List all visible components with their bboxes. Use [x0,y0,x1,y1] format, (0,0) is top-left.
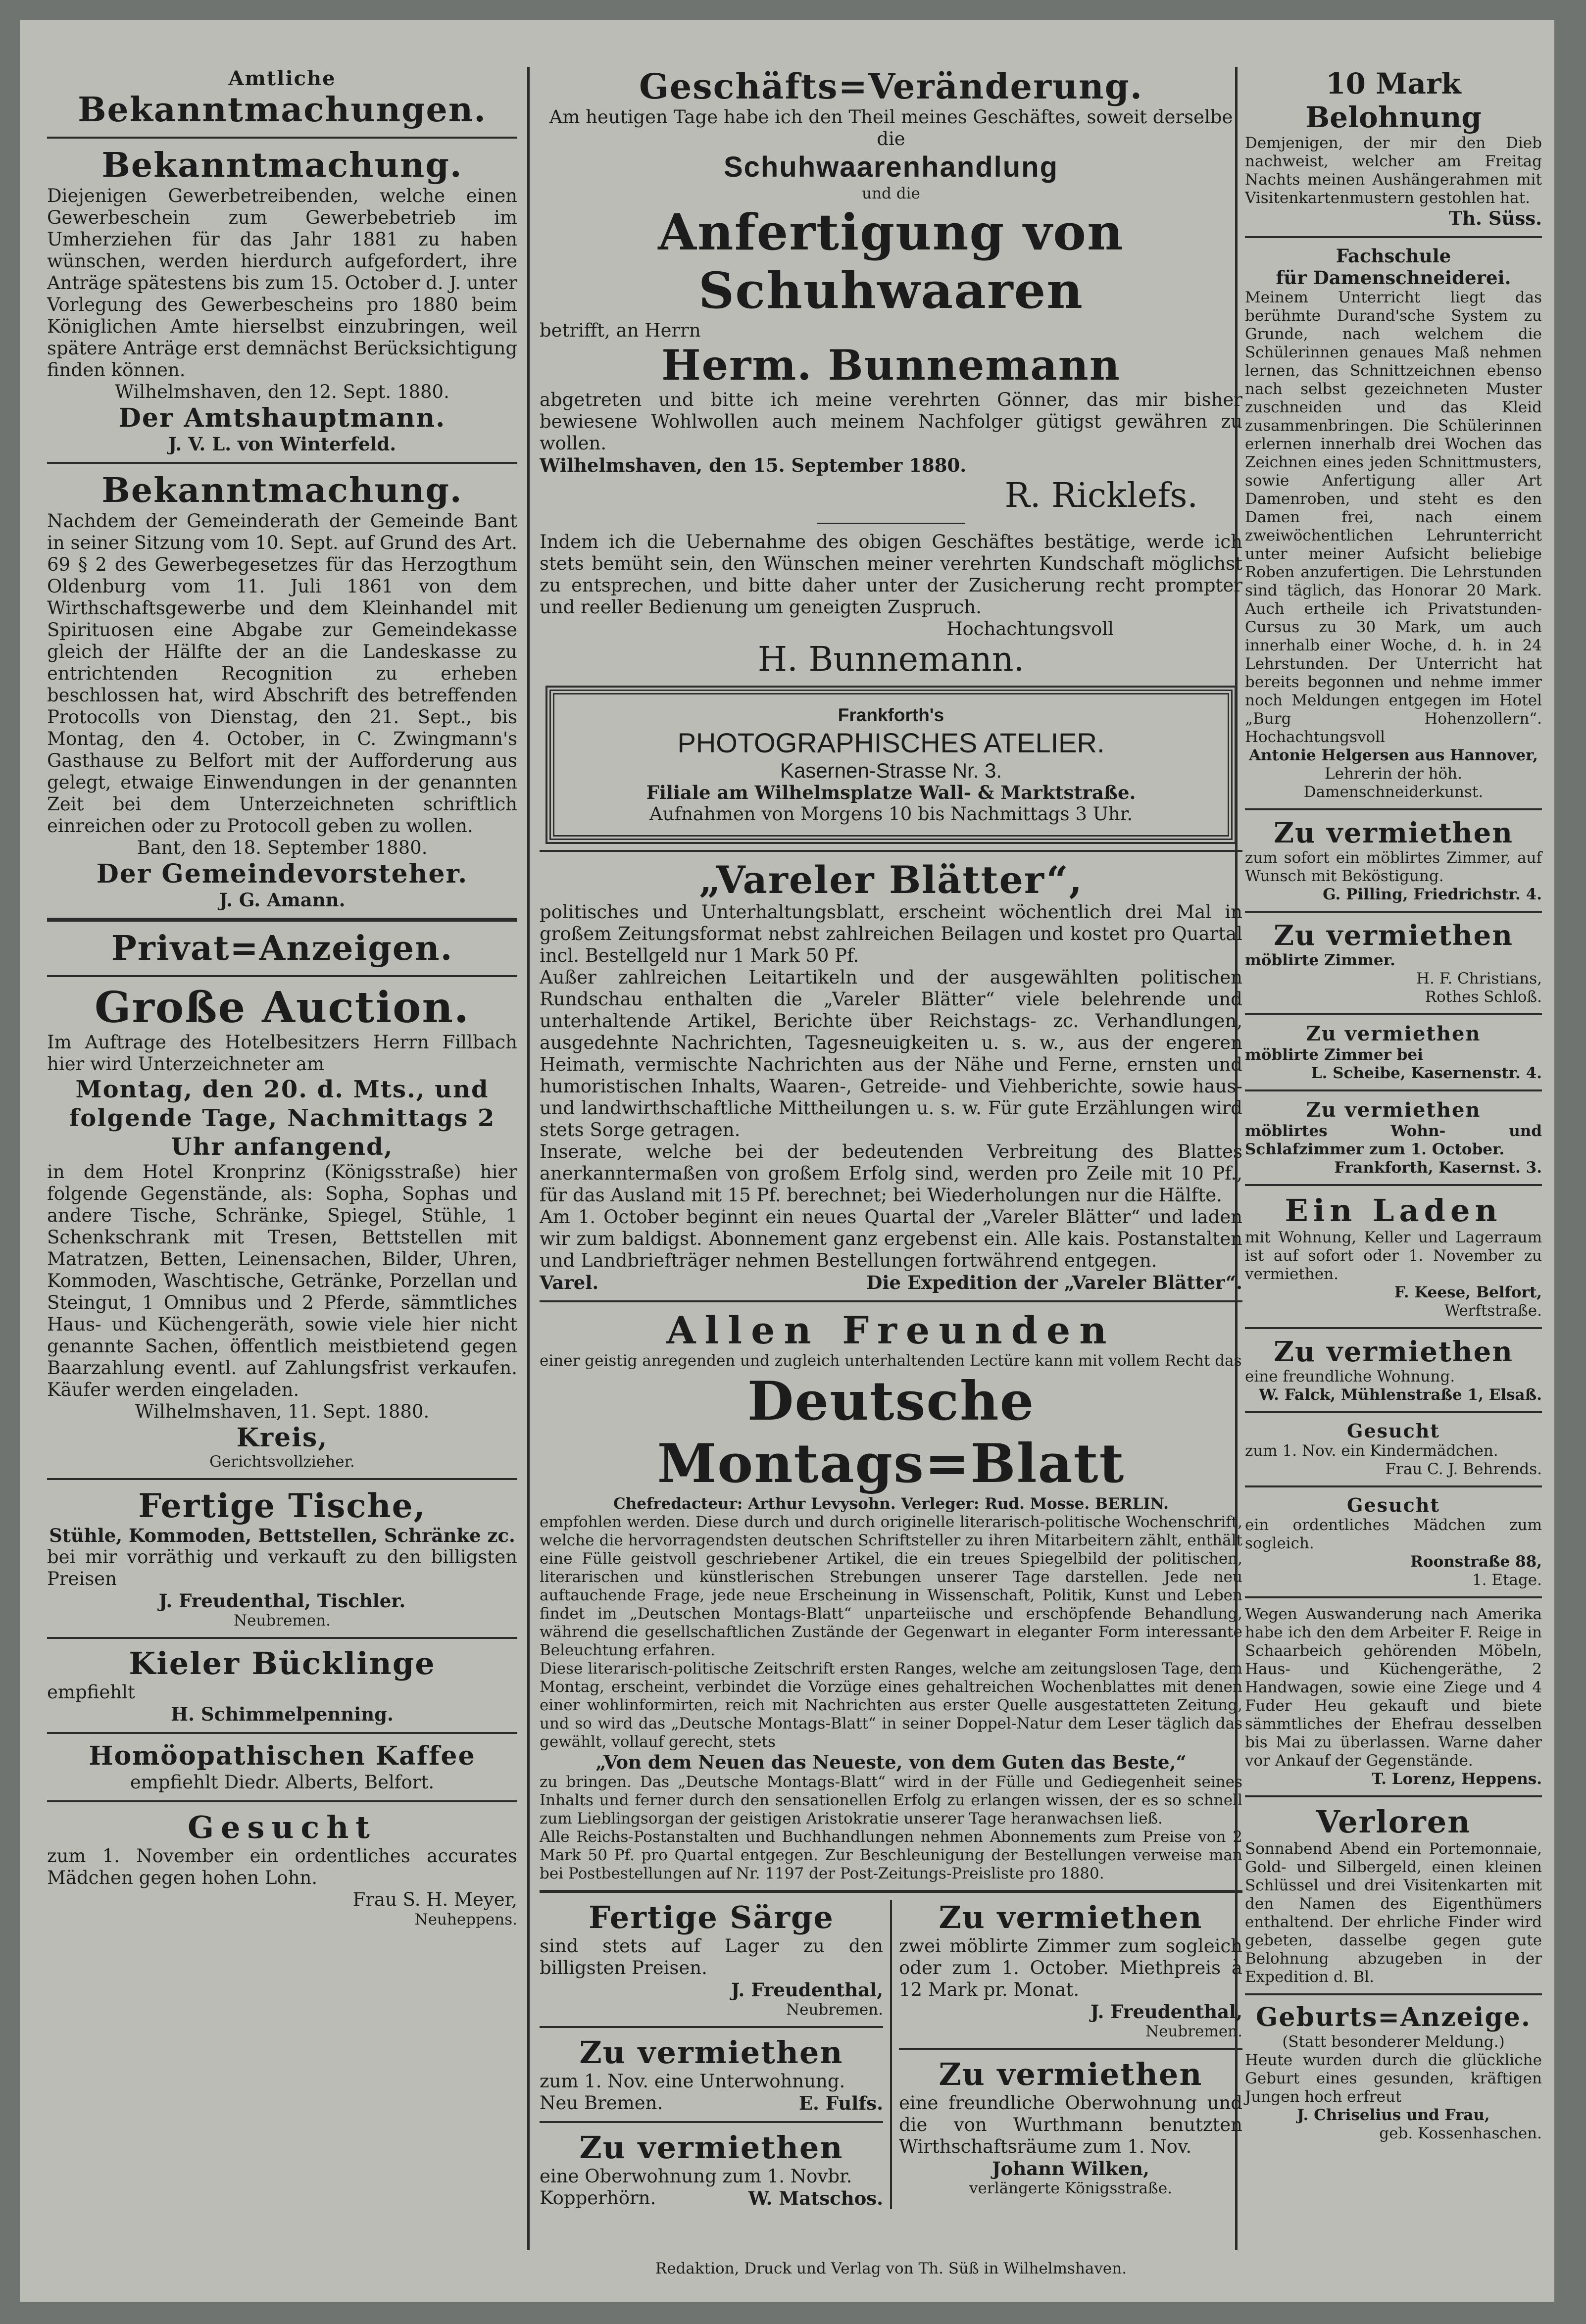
gv-greeting: Hochachtungsvoll [946,618,1114,640]
saerge-body: sind stets auf Lager zu den billigsten Preisen. [540,1935,883,1978]
gv-line1: Schuhwaarenhandlung [723,151,1059,183]
photo-l4: Filiale am Wilhelmsplatze Wall- & Marktstraße. [646,782,1136,803]
geburt-ad [1245,2002,1542,2143]
mid-zv3-body: eine freundliche Oberwohnung und die von Wurthmann benutzten Wirthschaftsräume zum 1. Nov. [899,2092,1242,2157]
gv-signature: R. Ricklefs. [1004,476,1198,515]
right-zv2-place: Rothes Schloß. [1425,988,1542,1006]
auction-ad [47,984,517,1471]
bek2-body: Nachdem der Gemeinderath der Gemeinde Bant in seiner Sitzung vom 10. Sept. auf Grund des Art. 69 § 2 des Gewerbegesetzes für das Herzogthum Oldenburg vom 11. Juli 1861 von dem Wirthschaftsgewerbe und dem Kleinhandel mit Spirituosen eine Abgabe zur Gemeindekasse gleich der Hälfte der an die Landeskasse zu entrichtenden Recognition zu erheben beschlossen hat, wird Abschrift des betreffenden Protocolls von Dienstag, den 21. Sept., bis Montag, den 4. October, in C. Zwingmann's Gasthause zu Belfort mit der Aufforderung aus gelegt, etwaige Einwendungen in der genannten Zeit bei dem Unterzeichneten schriftlich einreichen oder zu Protocoll geben zu wollen. [47,510,517,837]
bottom-ads-row-1 [540,1900,1242,2209]
tische-place: Neubremen. [233,1612,331,1630]
geburt-body: Heute wurden durch die glückliche Geburt eines gesunden, kräftigen Jungen hoch erfreut [1245,2051,1542,2106]
bek2-signature: J. G. Amann. [219,889,346,911]
mid-zv3-ad [899,2057,1242,2198]
bek1-title: Bekanntmachung. [101,146,463,185]
gesucht-signature: Frau S. H. Meyer, [352,1889,517,1910]
photo-atelier-ad [549,690,1233,840]
gesucht-title: Gesucht [188,1809,377,1845]
saerge-place: Neubremen. [786,2001,883,2019]
verloren-body: Sonnabend Abend ein Portemonnaie, Gold- und Silbergeld, einen kleinen Schlüssel und drei Visitenkarten mit den Namen des Eigenthümers enthaltend. Der ehrliche Finder wird gebeten, dasselbe gegen gute Belohnung abzugeben in der Expedition d. Bl. [1245,1840,1542,1986]
verloren-title: Verloren [1316,1804,1471,1840]
montag-p4: Alle Reichs-Postanstalten und Buchhandlungen nehmen Abonnements zum Preise von 2 Mark 50 Pf. pro Quartal entgegen. Zur Beschleunigung der Bestellungen verweise man bei Postbestellungen auf Nr. 1197 der Post-Zeitungs-Preisliste pro 1880. [540,1828,1242,1882]
right-ges1-title: Gesucht [1347,1420,1440,1442]
gesucht-ad [47,1809,517,1929]
gv-body2: Indem ich die Uebernahme des obigen Geschäftes bestätige, werde ich stets bemüht sein, den Wünschen meiner verehrten Kundschaft möglichst zu entsprechen, und bitte daher unter der Zusicherung recht prompter und reeller Bedienung um geneigten Zuspruch. [540,531,1242,618]
mid-zv2-ad [540,2035,883,2114]
right-ges1-body: zum 1. Nov. ein Kindermädchen. [1245,1442,1498,1460]
right-ges2-place: 1. Etage. [1472,1571,1542,1589]
right-zv4-body: möblirtes Wohn- und Schlafzimmer zum 1. October. [1245,1122,1542,1158]
right-zv2-ad [1245,920,1542,1006]
mid-zv4-place: Kopperhörn. [540,2187,656,2209]
right-zv1-body: zum sofort ein möblirtes Zimmer, auf Wunsch mit Beköstigung. [1245,849,1542,885]
montag-sub: einer geistig anregenden und zugleich unterhaltenden Lectüre kann mit vollem Recht das [540,1352,1242,1370]
amtliche-label: Amtliche [228,67,336,90]
column-rule-left [527,67,530,2250]
mid-zv3-place: verlängerte Königsstraße. [969,2179,1172,2197]
right-zv3-title: Zu vermiethen [1306,1022,1481,1045]
bek1-body: Diejenigen Gewerbetreibenden, welche einen Gewerbeschein zum Gewerbebetrieb im Umherziehen für das Jahr 1881 zu haben wünschen, werden hierdurch aufgefordert, ihre Anträge spätestens bis zum 15. October d. J. unter Vorlegung des Gewerbescheins pro 1880 beim Königlichen Amte hierselbst einzubringen, weil spätere Anträge erst demnächst Berücksichtigung finden können. [47,185,517,381]
laden-place: Werftstraße. [1444,1302,1542,1320]
mid-zv3-title: Zu vermiethen [939,2056,1203,2092]
right-zv2-body: möblirte Zimmer. [1245,951,1395,969]
fachschule-ad [1245,245,1542,801]
bek1-place: Wilhelmshaven, den 12. Sept. 1880. [115,381,449,402]
auction-place: Wilhelmshaven, 11. Sept. 1880. [135,1401,430,1422]
fachschule-title2: für Damenschneiderei. [1276,267,1511,289]
laden-ad [1245,1193,1542,1320]
bek1-signature: J. V. L. von Winterfeld. [168,433,396,455]
photo-l2: PHOTOGRAPHISCHES ATELIER. [677,727,1105,758]
montag-p3: zu bringen. Das „Deutsche Montags-Blatt“ wird in der Fülle und Gediegenheit seines Inhalts und ferner durch den sensationellen Erfolg zu erlangen wissen, der es so schnell zum Lieblingsorgan der geistigen Aristokratie unserer Tage heranwachsen ließ. [540,1773,1242,1828]
geschaefts-veraenderung-ad [540,67,1242,680]
right-zv5-title: Zu vermiethen [1274,1335,1513,1368]
bek2-title: Bekanntmachung. [101,471,463,510]
montag-name: Deutsche Montags=Blatt [657,1370,1125,1495]
tische-items: Stühle, Kommoden, Bettstellen, Schränke zc. [49,1525,515,1546]
vareler-title: „Vareler Blätter“, [699,858,1083,902]
auswanderung-signature: T. Lorenz, Heppens. [1372,1770,1542,1788]
mid-zv2-place: Neu Bremen. [540,2092,663,2114]
kaffee-ad [47,1741,517,1793]
mid-zv3-signature: Johann Wilken, [992,2158,1149,2179]
vareler-p4: Am 1. October beginnt ein neues Quartal der „Vareler Blätter“ und laden wir zum baldigst. Abonnement ganz ergebenst ein. Alle kais. Postanstalten und Landbriefträger nehmen Bestellungen fortwährend entgegen. [540,1206,1242,1271]
saerge-signature: J. Freudenthal, [731,1979,883,2001]
montag-p2: Diese literarisch-politische Zeitschrift ersten Ranges, welche am zeitungslosen Tage, dem Montag, erscheint, verbindet die Vorzüge eines gehaltreichen Wochenblattes mit denen einer wohlinformirten, reich mit Nachrichten aus erster Quelle ausgestatteten Zeitung, und so wird das „Deutsche Montags-Blatt“ in seiner Doppel-Natur dem Leser täglich das gewählt, vollauf gerecht, stets [540,1660,1242,1751]
gesucht-body: zum 1. November ein ordentliches accurates Mädchen gegen hohen Lohn. [47,1845,517,1888]
auction-date: Montag, den 20. d. Mts., und folgende Tage, Nachmittags 2 Uhr anfangend, [69,1076,496,1161]
montags-blatt-ad [540,1309,1242,1883]
saerge-ad [540,1900,883,2209]
tische-body: bei mir vorräthig und verkauft zu den billigsten Preisen [47,1546,517,1589]
right-zv2-title: Zu vermiethen [1274,919,1513,952]
right-zv4-ad [1245,1098,1542,1177]
privat-heading: Privat=Anzeigen. [111,929,453,968]
vareler-p2: Außer zahlreichen Leitartikeln und der ausgewählten politischen Rundschau enthalten die „Vareler Blätter“ viele belehrende und unterhaltende Artikel, Berichte über Reichstags- zc. Verhandlungen, ausgedehnte Nachrichten, Tagesneuigkeiten u. s. w., aus der engeren Heimath, vermischte Nachrichten aus der Nähe und Ferne, ernsten und humoristischen Inhalts, Waaren-, Getreide- und Viehberichte, sowie haus- und landwirthschaftliche Mittheilungen u. s. w. Für gute Erzählungen wird stets Sorge getragen. [540,967,1242,1140]
kieler-line: empfiehlt [47,1681,135,1703]
gv-title: Geschäfts=Veränderung. [639,66,1143,107]
laden-body: mit Wohnung, Keller und Lagerraum ist auf sofort oder 1. November zu vermiethen. [1245,1229,1542,1283]
belohnung-title: 10 Mark Belohnung [1305,67,1482,134]
belohnung-body: Demjenigen, der mir den Dieb nachweist, welcher am Freitag Nachts meinen Aushängerahmen mit Visitenkartenmustern gestohlen hat. [1245,134,1542,207]
fachschule-body: Meinem Unterricht liegt das berühmte Durand'sche System zu Grunde, nach welchem die Schülerinnen genaues Maß nehmen lernen, das Schnittzeichnen ebenso nach selbst gezeichneten Muster zuschneiden und das Kleid zusammenbringen. Die Schülerinnen erlernen innerhalb drei Wochen das Zeichnen eines jeden Schnittmusters, sowie Anfertigung aller Art Damenroben, und steht es den Damen frei, nach einem zweiwöchentlichen Lehrunterricht unter meiner Aufsicht beliebige Roben anzufertigen. Die Lehrstunden sind täglich, das Honorar 20 Mark. Auch ertheile ich Privatstunden-Cursus zu 30 Mark, um auch innerhalb einer Woche, d. h. in 24 Lehrstunden. Der Unterricht hat bereits begonnen und nehme immer noch Meldungen entgegen im Hotel „Burg Hohenzollern“. Hochachtungsvoll [1245,289,1542,746]
vareler-ad [540,859,1242,1293]
footer-text: Redaktion, Druck und Verlag von Th. Süß in Wilhelmshaven. [655,2260,1127,2277]
right-zv5-body: eine freundliche Wohnung. [1245,1368,1455,1385]
mid-zv1-ad [899,1900,1242,2041]
right-zv5-ad [1245,1336,1542,1404]
kieler-title: Kieler Bücklinge [129,1645,436,1681]
gv-line2: Anfertigung von Schuhwaaren [658,203,1124,320]
right-zv3-ad [1245,1022,1542,1083]
vareler-p1: politisches und Unterhaltungsblatt, erscheint wöchentlich drei Mal in großem Zeitungsformat nebst zahlreichen Beilagen und kostet pro Quartal incl. Bestellgeld nur 1 Mark 50 Pf. [540,901,1242,966]
mid-zv4-ad [540,2130,883,2209]
auswanderung-ad [1245,1605,1542,1788]
middle-column [540,67,1242,2209]
right-zv3-body: möblirte Zimmer bei [1245,1046,1423,1064]
mid-zv4-body: eine Oberwohnung zum 1. Novbr. [540,2166,852,2187]
mid-zv4-title: Zu vermiethen [579,2129,843,2166]
fachschule-role: Lehrerin der höh. Damenschneiderkunst. [1303,765,1484,801]
bekanntmachung-1 [47,146,517,455]
gv-signature2: H. Bunnemann. [757,640,1025,679]
right-zv1-ad [1245,817,1542,904]
right-ges2-title: Gesucht [1347,1494,1440,1516]
right-ges1-signature: Frau C. J. Behrends. [1385,1460,1542,1478]
belohnung-signature: Th. Süss. [1448,207,1542,229]
tische-ad [47,1487,517,1630]
gv-intro: Am heutigen Tage habe ich den Theil meines Geschäftes, soweit derselbe die [549,106,1233,149]
right-zv2-signature: H. F. Christians, [1416,970,1542,988]
right-zv4-signature: Frankforth, Kasernst. 3. [1334,1159,1542,1177]
right-column [1245,67,1542,2143]
footer-imprint [540,2260,1242,2278]
kaffee-title: Homöopathischen Kaffee [89,1741,476,1771]
right-zv1-signature: G. Pilling, Friedrichstr. 4. [1323,886,1542,903]
belohnung-ad [1245,67,1542,229]
auction-title: Große Auction. [95,983,470,1033]
gv-place: Wilhelmshaven, den 15. September 1880. [540,454,967,476]
verloren-ad [1245,1804,1542,1986]
right-zv3-signature: L. Scheibe, Kasernenstr. 4. [1311,1064,1542,1082]
right-ges2-body: ein ordentliches Mädchen zum sogleich. [1245,1516,1542,1552]
right-ges1-ad [1245,1420,1542,1479]
kieler-signature: H. Schimmelpenning. [171,1703,394,1725]
mid-zv4-signature: W. Matschos. [748,2187,883,2209]
gesucht-place: Neuheppens. [414,1911,517,1928]
vareler-p3: Inserate, welche bei der bedeutenden Verbreitung des Blattes anerkanntermaßen von großem Erfolg sind, werden pro Zeile mit 10 Pf., für das Ausland mit 15 Pf. berechnet; bei Wiederholungen nur die Hälfte. [540,1141,1242,1206]
montag-title: Allen Freunden [666,1308,1116,1352]
right-zv5-signature: W. Falck, Mühlenstraße 1, Elsaß. [1259,1386,1542,1404]
left-column [47,67,517,1929]
saerge-title: Fertige Särge [589,1899,834,1935]
auction-signature: Kreis, [236,1423,328,1453]
mid-zv2-title: Zu vermiethen [579,2034,843,2071]
amtliche-heading: Bekanntmachungen. [78,90,487,130]
bek2-office: Der Gemeindevorsteher. [96,859,468,889]
bek1-office: Der Amtshauptmann. [118,403,446,433]
auction-role: Gerichtsvollzieher. [209,1453,355,1471]
mid-zv2-body: zum 1. Nov. eine Unterwohnung. [540,2071,845,2092]
right-ges2-ad [1245,1494,1542,1589]
gv-betrifft: betrifft, an Herrn [540,320,701,341]
vareler-place: Varel. [540,1272,599,1293]
tische-signature: J. Freudenthal, Tischler. [158,1590,406,1612]
gv-und: und die [862,185,920,202]
fachschule-signature: Antonie Helgersen aus Hannover, [1248,746,1538,764]
vareler-signature: Die Expedition der „Vareler Blätter“. [866,1272,1242,1293]
auction-body: in dem Hotel Kronprinz (Königsstraße) hier folgende Gegenstände, als: Sopha, Sophas und andere Tische, Schränke, Spiegel, Stühle, 1 Schenkschrank mit Tresen, Bettstellen mit Matratzen, Betten, Leinensachen, Bilder, Uhren, Kommoden, Waschtische, Getränke, Porzellan und Steingut, 1 Omnibus und 2 Pferde, sämmtliches Haus- und Küchengeräth, sowie viele hier nicht genannte Sachen, öffentlich meistbietend gegen Baarzahlung eventl. auf Zahlungsfrist verkaufen. Käufer werden eingeladen. [47,1161,517,1400]
geburt-role: geb. Kossenhaschen. [1379,2125,1542,2142]
right-ges2-signature: Roonstraße 88, [1410,1553,1542,1571]
photo-l5: Aufnahmen von Morgens 10 bis Nachmittags 3 Uhr. [649,803,1133,825]
kieler-ad [47,1646,517,1725]
auction-intro: Im Auftrage des Hotelbesitzers Herrn Fillbach hier wird Unterzeichneter am [47,1032,517,1075]
gv-name: Herm. Bunnemann [661,341,1121,390]
mid-zv1-title: Zu vermiethen [939,1899,1203,1935]
tische-title: Fertige Tische, [138,1486,426,1525]
bekanntmachung-2 [47,471,517,911]
montag-p1: empfohlen werden. Diese durch und durch originelle literarisch-politische Wochenschrift, welche die hervorragendsten deutschen Schriftsteller zu ihren Mitarbeitern zählt, enthält eine Fülle geistvoll geschriebener Artikel, die ein treues Spiegelbild der politischen, literarischen und künstlerischen Strebungen unserer Tage darstellen. Jede neu auftauchende Frage, jede neue Erscheinung in Wissenschaft, Politik, Kunst und Leben findet im „Deutschen Montags-Blatt“ unparteiische und erschöpfende Behandlung, während die gesellschaftlichen Zustände der Gegenwart in eleganter Form interessante Beleuchtung erfahren. [540,1513,1242,1659]
fachschule-title1: Fachschule [1336,245,1451,267]
kaffee-line: empfiehlt Diedr. Alberts, Belfort. [130,1772,435,1793]
mid-zv1-body: zwei möblirte Zimmer zum sogleich oder zum 1. October. Miethpreis à 12 Mark pr. Monat. [899,1935,1242,2000]
right-zv1-title: Zu vermiethen [1274,817,1513,849]
mid-zv2-signature: E. Fulfs. [798,2092,883,2114]
photo-l3: Kasernen-Strasse Nr. 3. [780,759,1002,782]
laden-title: Ein Laden [1285,1192,1502,1229]
geburt-sub: (Statt besonderer Meldung.) [1282,2033,1505,2051]
laden-signature: F. Keese, Belfort, [1394,1284,1542,1301]
mid-zv1-signature: J. Freudenthal, [1090,2001,1242,2023]
montag-editors: Chefredacteur: Arthur Levysohn. Verleger: Rud. Mosse. BERLIN. [613,1495,1169,1513]
newspaper-page [20,20,1554,2302]
mid-zv1-place: Neubremen. [1145,2023,1242,2040]
geburt-title: Geburts=Anzeige. [1256,2002,1531,2032]
auswanderung-body: Wegen Auswanderung nach Amerika habe ich den dem Arbeiter F. Reige in Schaarbeich gehörenden Möbeln, Haus- und Küchengeräthe, 2 Handwagen, sowie eine Ziege und 4 Fuder Heu gekauft und biete sämmtliches der Ehefrau desselben bis Mai zu überlassen. Warne daher vor Ankauf der Gegenstände. [1245,1605,1542,1770]
right-zv4-title: Zu vermiethen [1306,1098,1481,1122]
montag-quote: „Von dem Neuen das Neueste, von dem Guten das Beste,“ [595,1751,1187,1773]
geburt-signature: J. Chriselius und Frau, [1297,2106,1490,2124]
photo-l1: Frankforth's [838,705,944,725]
gv-body: abgetreten und bitte ich meine verehrten Gönner, das mir bisher bewiesene Wohlwollen auch meinem Nachfolger gütigst gewähren zu wollen. [540,389,1242,454]
bek2-place: Bant, den 18. September 1880. [137,837,428,858]
